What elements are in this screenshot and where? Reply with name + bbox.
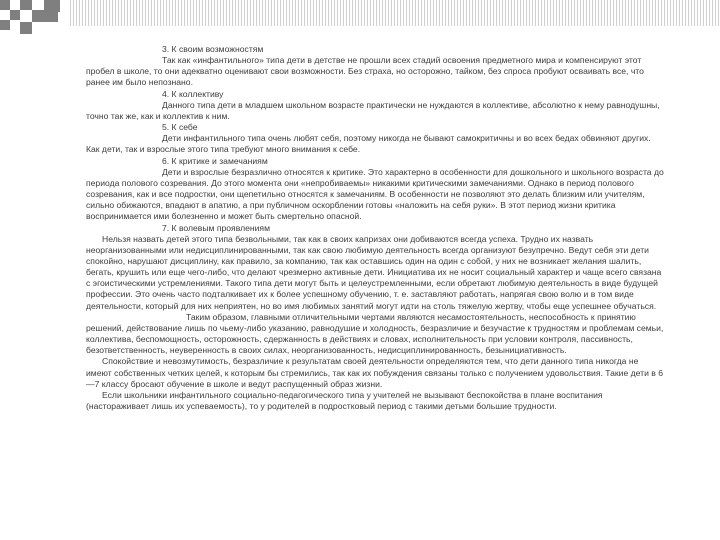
heading-to-criticism: 6. К критике и замечаниям	[162, 155, 268, 166]
heading-to-will: 7. К волевым проявлениям	[162, 222, 270, 233]
paragraph: Нельзя назвать детей этого типа безвольными, так как в своих капризах они добиваются всегда успеха. Трудно их назвать неорганизованными или недисциплинированными, так как свою любимую деятельность всегда организуют безупречно. Ведут себя эти дети спокойно, нарушают дисциплину, как правило, за компанию, так как оставшись один на один с собой, у них не возникает желания шалить, бегать, крушить или еще чего-либо, что делают чрезмерно активные дети. Инициатива их не носит социальный характер и чаще всего связана с эгоистическими устремлениями. Такого типа дети могут быть и целеустремленными, если обретают любимую деятельность в виде будущей профессии. Это очень часто подталкивает их к более успешному обучению, т. е. заставляют работать, напрягая свою волю и в том виде деятельности, который для них неприятен, но во имя любимых занятий могут идти на столь тяжелую жертву, чтобы еще успешнее обучаться.	[86, 233, 662, 311]
paragraph: Таким образом, главными отличительными чертами являются несамостоятельность, неспособность к принятию решений, действование лишь по чьему-либо указанию, равнодушие и холодность, безразличие и безучастие к трудностям и проблемам семьи, коллектива, беспомощность, осторожность, сдержанность в действиях и словах, исполнительность при условии контроля, пассивность, безответственность, неуверенность в своих силах, неорганизованность, недисциплинированность, безынициативность.	[86, 311, 664, 356]
heading-to-self: 5. К себе	[162, 122, 198, 133]
document-body	[86, 44, 664, 412]
decor-square	[44, 0, 60, 12]
header-stripe	[70, 0, 720, 26]
heading-to-collective: 4. К коллективу	[162, 88, 224, 99]
paragraph: Спокойствие и невозмутимость, безразличие к результатам своей деятельности определяются тем, что дети данного типа никогда не имеют собственных четких целей, к которым бы стремились, так как их побуждения связаны только с получением удовольствия. Такие дети в 6—7 классу бросают обучение в школе и ведут распущенный образ жизни.	[86, 356, 664, 389]
paragraph: Данного типа дети в младшем школьном возрасте практически не нуждаются в коллективе, абсолютно к нему равнодушны, точно так же, как и коллектив к ним.	[86, 99, 660, 121]
decor-square	[20, 0, 32, 10]
paragraph: Дети инфантильного типа очень любят себя, поэтому никогда не бывают самокритичны и во всех бедах обвиняют других. Как дети, так и взрослые этого типа требуют много внимания к себе.	[86, 133, 651, 155]
decorative-header	[0, 0, 720, 45]
paragraph: Если школьники инфантильного социально-педагогического типа у учителей не вызывают беспокойства в плане воспитания (настораживает лишь их успеваемость), то у родителей в подростковый период с такими детьми большие трудности.	[86, 389, 603, 411]
decor-square	[0, 20, 10, 30]
paragraph: Так как «инфантильного» типа дети в детстве не прошли всех стадий освоения предметного мира и компенсируют этот пробел в школе, то они адекватно оценивают свои возможности. Без страха, но осторожно, тайком, без спроса пробуют осваивать все, что ранее им было непознано.	[86, 55, 644, 88]
decor-square	[0, 0, 10, 10]
decor-square	[20, 22, 32, 34]
decor-square	[32, 10, 44, 22]
decor-square	[44, 12, 58, 22]
heading-to-abilities: 3. К своим возможностям	[162, 44, 264, 54]
decor-square	[10, 10, 20, 20]
paragraph: Дети и взрослые безразлично относятся к критике. Это характерно в особенности для дошкольного и школьного возраста до периода полового созревания. До этого момента они «непробиваемы» никакими критическими замечаниями. Однако в период полового созревания, как и все подростки, они щепетильно относятся к замечаниям. В особенности не позволяют это делать близким или учителям, сильно обижаются, впадают в апатию, а при публичном оскорблении готовы «наложить на себя руки». В этот период жизни критика воспринимается ими болезненно и может быть смертельно опасной.	[86, 166, 664, 222]
